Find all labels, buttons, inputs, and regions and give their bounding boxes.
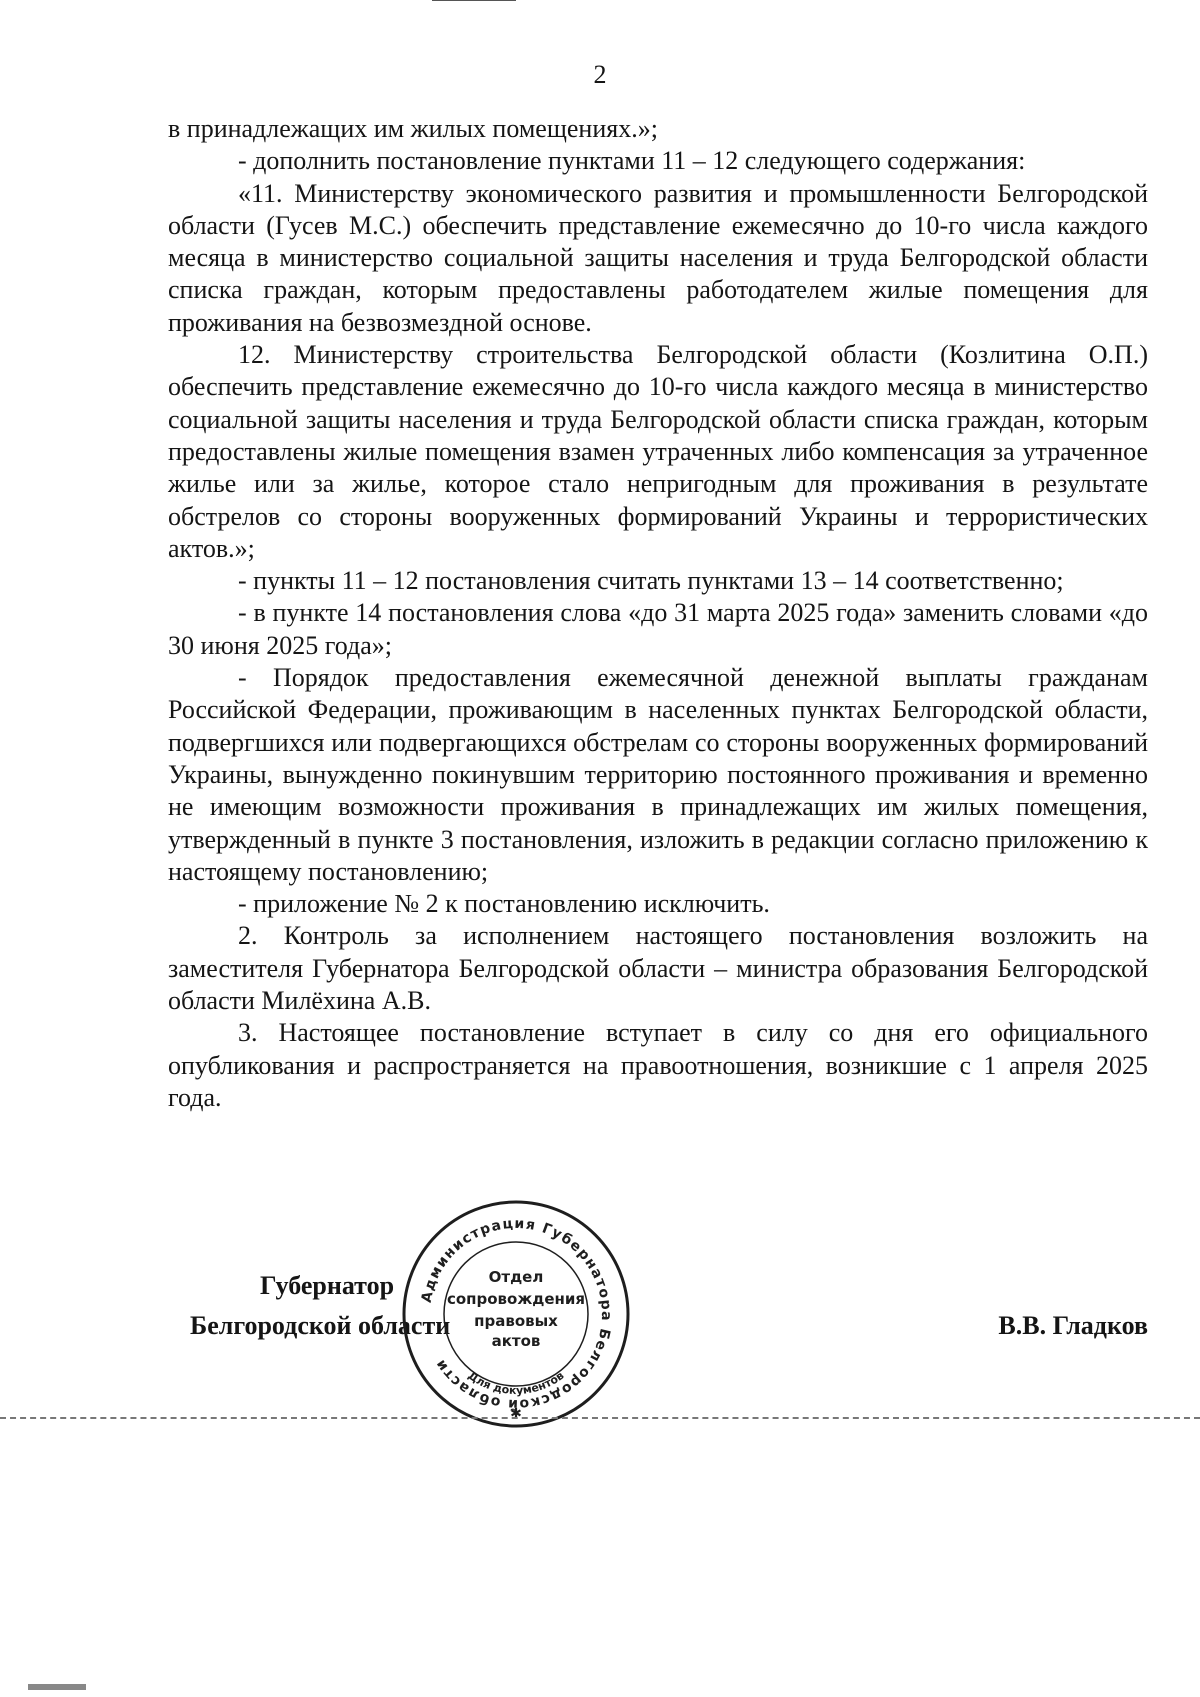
page-number: 2 — [593, 60, 607, 89]
document-body — [168, 113, 1148, 1114]
signatory-name: В.В. Гладков — [998, 1311, 1148, 1340]
seal-star-icon: ✱ — [510, 1406, 522, 1422]
paragraph: в принадлежащих им жилых помещениях.»; — [168, 114, 658, 143]
seal-center-line: правовых — [474, 1312, 558, 1330]
signatory-region: Белгородской области — [190, 1311, 451, 1340]
corner-mark — [28, 1684, 86, 1690]
paragraph: - дополнить постановление пунктами 11 – 12 следующего содержания: — [238, 146, 1026, 176]
paragraph: «11. Министерству экономического развития и промышленности Белгородской области (Гусев М.С.) обеспечить представление ежемесячно до 10-го числа каждого месяца в министерство социальной защиты населения и труда Белгородской области списка граждан, которым предоставлены работодателем жилые помещения для проживания на безвозмездной основе. — [168, 178, 1148, 337]
paragraph: - Порядок предоставления ежемесячной денежной выплаты гражданам Российской Федерации, проживающим в населенных пунктах Белгородской области, подвергшихся или подвергающихся обстрелам со стороны вооруженных формирований Украины, вынужденно покинувшим территорию постоянного проживания и временно не имеющим возможности проживания в принадлежащих им жилых помещения, утвержденный в пункте 3 постановления, изложить в редакции согласно приложению к настоящему постановлению; — [168, 663, 1148, 886]
seal-center-line: Отдел — [488, 1268, 544, 1286]
paragraph: 12. Министерству строительства Белгородской области (Козлитина О.П.) обеспечить представление ежемесячно до 10-го числа каждого месяца в министерство социальной защиты населения и труда Белгородской области списка граждан, которым предоставлены жилые помещения взамен утраченных либо компенсация за утраченное жилье или за жилье, которое стало непригодным для проживания в результате обстрелов со стороны вооруженных формирований Украины и террористических актов.»; — [168, 340, 1148, 563]
official-seal — [398, 1196, 634, 1432]
bottom-rule — [0, 1417, 1200, 1419]
paragraph: 2. Контроль за исполнением настоящего постановления возложить на заместителя Губернатора Белгородской области – министра образования Белгородской области Милёхина А.В. — [168, 921, 1148, 1016]
paragraph: - в пункте 14 постановления слова «до 31 марта 2025 года» заменить словами «до 30 июня 2025 года»; — [168, 598, 1148, 660]
seal-bottom-text: Для документов — [465, 1368, 567, 1398]
seal-center-line: сопровождения — [446, 1290, 586, 1308]
seal-ring-text: Администрация Губернатора Белгородской области — [418, 1215, 615, 1413]
paragraph: - приложение № 2 к постановлению исключить. — [238, 889, 770, 919]
signatory-title: Губернатор — [260, 1271, 395, 1300]
signature-block — [0, 1196, 1200, 1422]
paragraph: 3. Настоящее постановление вступает в силу со дня его официального опубликования и распространяется на правоотношения, возникшие с 1 апреля 2025 года. — [168, 1018, 1148, 1112]
top-rule — [432, 0, 516, 1]
seal-center-line: актов — [491, 1332, 541, 1350]
paragraph: - пункты 11 – 12 постановления считать пунктами 13 – 14 соответственно; — [238, 566, 1064, 596]
